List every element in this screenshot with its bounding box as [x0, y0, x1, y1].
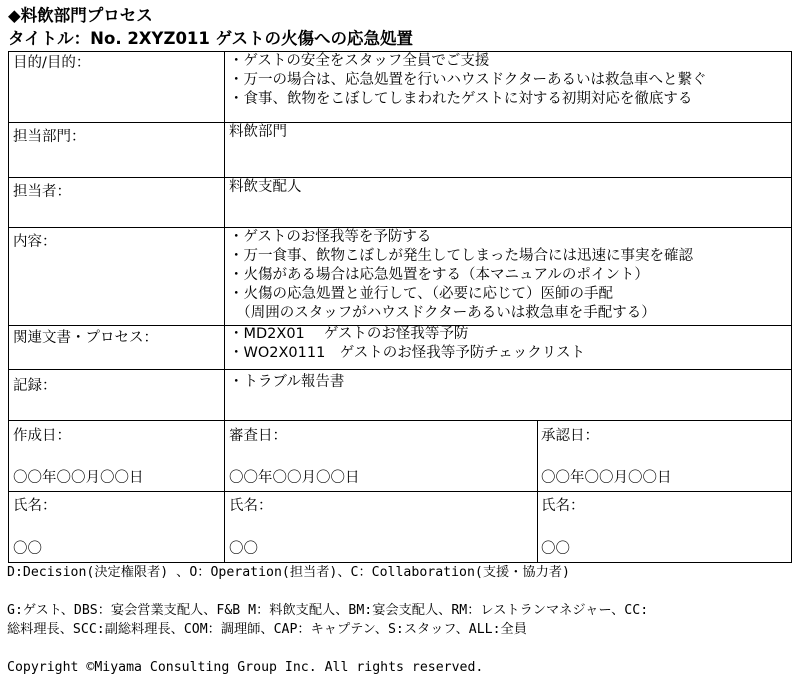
reviewer-name-label: 氏名： — [229, 498, 273, 514]
row-divider — [9, 491, 791, 492]
review-date-value: 〇〇年〇〇月〇〇日 — [229, 470, 360, 486]
review-date-label: 審査日： — [229, 428, 287, 444]
records-label: 記録： — [13, 378, 57, 394]
content-line: ・火傷の応急処置と並行して、（必要に応じて）医師の手配 — [229, 286, 613, 302]
related-lines — [229, 325, 585, 363]
content-line: ・万一食事、飲物こぼしが発生してしまった場合には迅速に事実を確認 — [229, 248, 693, 264]
content-line: ・ゲストのお怪我等を予防する — [229, 229, 432, 245]
purpose-line: ・万一の場合は、応急処置を行いハウスドクターあるいは救急車へと繋ぐ — [229, 72, 707, 88]
created-date-value: 〇〇年〇〇月〇〇日 — [13, 470, 144, 486]
approval-date-value: 〇〇年〇〇月〇〇日 — [541, 470, 672, 486]
department-label: 担当部門： — [13, 129, 86, 145]
abbreviation-line: 総料理長、SCC:副総料理長、COM：調理師、CAP：キャプテン、S:スタッフ、ALL:全員 — [7, 622, 527, 637]
content-lines — [229, 228, 693, 323]
approver-name-value: 〇〇 — [541, 541, 570, 557]
purpose-line: ・ゲストの安全をスタッフ全員でご支援 — [229, 53, 490, 69]
copyright: Copyright ©Miyama Consulting Group Inc. All rights reserved. — [7, 660, 484, 675]
row-divider — [9, 177, 791, 178]
person-label: 担当者： — [13, 184, 71, 200]
records-value: ・トラブル報告書 — [229, 374, 345, 390]
abbreviation-line: G:ゲスト、DBS：宴会営業支配人、F&B M：料飲支配人、BM:宴会支配人、RM：レストランマネジャー、CC: — [7, 603, 649, 618]
related-document: ・MD2X01 ゲストのお怪我等予防 — [229, 326, 469, 342]
reviewer-name-value: 〇〇 — [229, 541, 258, 557]
purpose-content — [229, 52, 706, 109]
approver-name-label: 氏名： — [541, 498, 585, 514]
process-table — [8, 51, 792, 563]
person-value: 料飲支配人 — [229, 179, 302, 195]
creator-name-label: 氏名： — [13, 498, 57, 514]
role-legend: D:Decision(決定権限者) 、O：Operation(担当者)、C：Collaboration(支援・協力者) — [7, 565, 570, 580]
related-label: 関連文書・プロセス： — [13, 330, 158, 346]
department-value: 料飲部門 — [229, 124, 287, 140]
creator-name-value: 〇〇 — [13, 541, 42, 557]
purpose-line: ・食事、飲物をこぼしてしまわれたゲストに対する初期対応を徹底する — [229, 91, 693, 107]
approval-date-label: 承認日： — [541, 428, 599, 444]
row-divider — [9, 369, 791, 370]
row-divider — [9, 122, 791, 123]
created-date-label: 作成日： — [13, 428, 71, 444]
column-divider — [537, 420, 538, 563]
related-document: ・WO2X0111 ゲストのお怪我等予防チェックリスト — [229, 345, 586, 361]
row-divider — [9, 420, 791, 421]
purpose-label: 目的/目的： — [13, 55, 91, 71]
page-title: ◆料飲部門プロセス — [8, 6, 153, 25]
content-label: 内容： — [13, 234, 57, 250]
content-line: ・火傷がある場合は応急処置をする（本マニュアルのポイント） — [229, 267, 649, 283]
document-subtitle: タイトル：No. 2XYZ011 ゲストの火傷への応急処置 — [8, 29, 413, 48]
column-divider — [224, 52, 225, 563]
content-line: （周囲のスタッフがハウスドクターあるいは救急車を手配する） — [229, 305, 656, 321]
